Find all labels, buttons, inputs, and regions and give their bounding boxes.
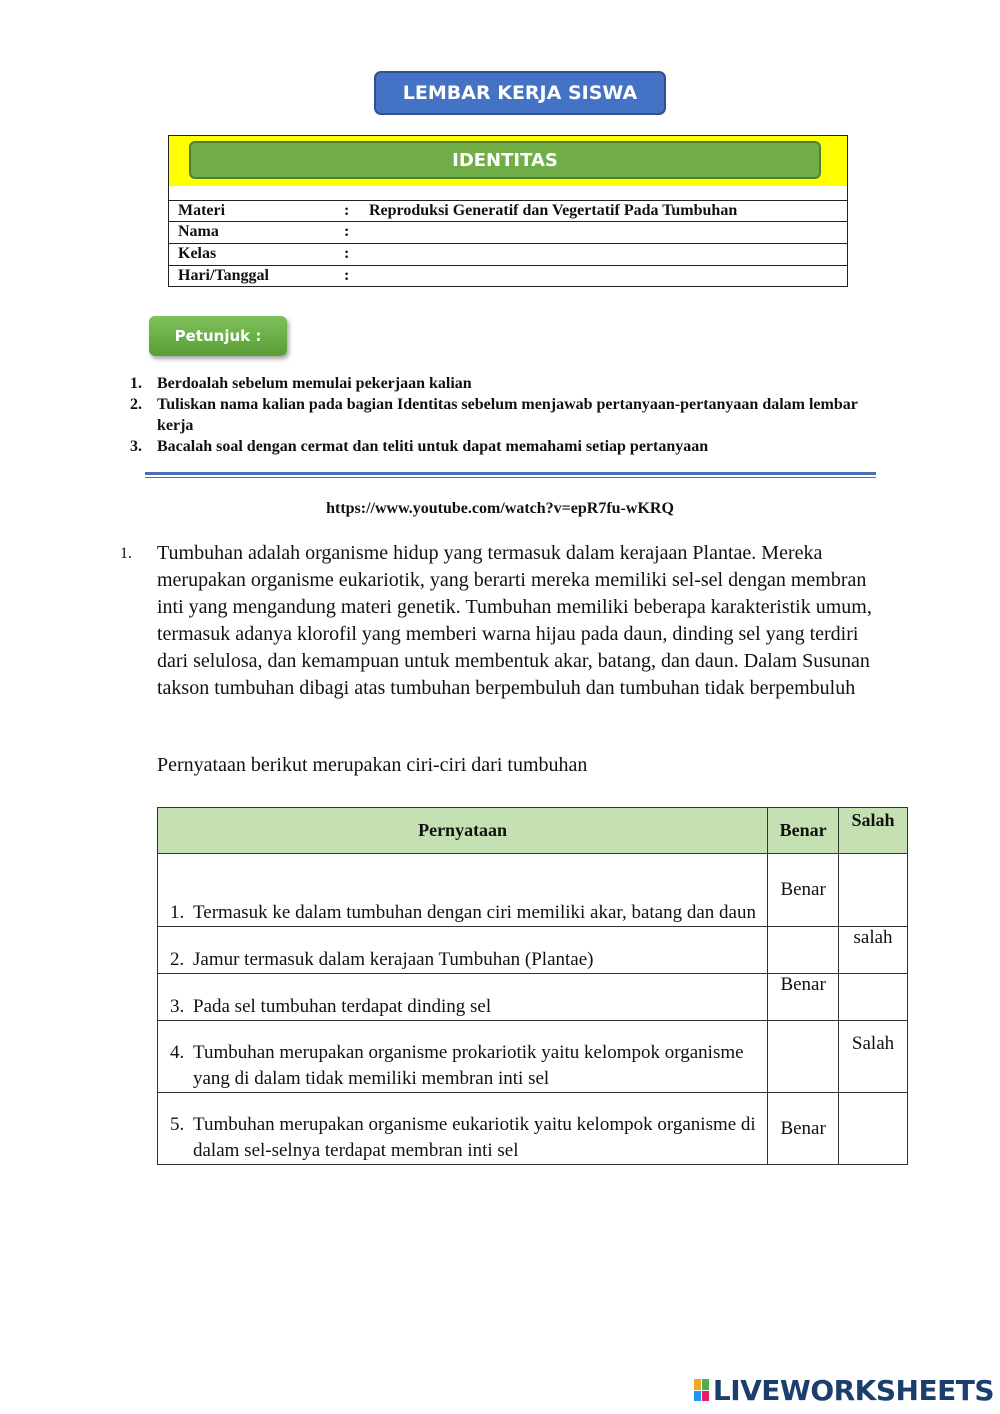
instruction-item: 1. Berdoalah sebelum memulai pekerjaan kalian bbox=[130, 375, 472, 392]
identity-label: Kelas bbox=[178, 245, 217, 262]
false-cell[interactable]: salah bbox=[839, 927, 908, 974]
statement-text: Pada sel tumbuhan terdapat dinding sel bbox=[193, 996, 492, 1017]
identity-colon: : bbox=[344, 245, 350, 262]
video-link[interactable]: https://www.youtube.com/watch?v=epR7fu-wKRQ bbox=[326, 500, 674, 517]
worksheet-title: LEMBAR KERJA SISWA bbox=[374, 71, 666, 115]
column-header-statement: Pernyataan bbox=[158, 808, 768, 854]
identity-row-materi bbox=[169, 200, 847, 222]
table-row: 2. Jamur termasuk dalam kerajaan Tumbuhan (Plantae) salah bbox=[158, 927, 908, 974]
identity-row-nama bbox=[169, 221, 847, 243]
statement-text: Tumbuhan merupakan organisme prokariotik yaitu kelompok organisme yang di dalam tidak memiliki membran inti sel bbox=[193, 1042, 744, 1089]
statement-text: Tumbuhan merupakan organisme eukariotik yaitu kelompok organisme di dalam sel-selnya terdapat membran inti sel bbox=[193, 1114, 756, 1161]
question-text: Tumbuhan adalah organisme hidup yang termasuk dalam kerajaan Plantae. Mereka merupakan organisme eukariotik, yang berarti mereka memiliki sel-sel dengan membran inti yang mengandung materi genetik. Tumbuhan memiliki beberapa karakteristik umum, termasuk adanya klorofil yang memberi warna hijau pada daun, dinding sel yang terdiri dari selulosa, dan kemampuan untuk membentuk akar, batang, dan daun. Dalam Susunan takson tumbuhan dibagi atas tumbuhan berpembuluh dan tumbuhan tidak berpembuluh bbox=[157, 542, 872, 699]
brand-logo bbox=[694, 1374, 994, 1406]
table-row: 1. Termasuk ke dalam tumbuhan dengan ciri memiliki akar, batang dan daun Benar bbox=[158, 854, 908, 927]
identity-colon: : bbox=[344, 267, 350, 284]
table-row: 3. Pada sel tumbuhan terdapat dinding sel Benar bbox=[158, 974, 908, 1021]
true-cell[interactable]: Benar bbox=[768, 854, 839, 927]
identity-table bbox=[168, 135, 848, 287]
identity-colon: : bbox=[344, 223, 350, 240]
identity-colon: : bbox=[344, 202, 350, 219]
statement-text: Termasuk ke dalam tumbuhan dengan ciri memiliki akar, batang dan daun bbox=[193, 902, 756, 923]
instruction-item: 2. Tuliskan nama kalian pada bagian Identitas sebelum menjawab pertanyaan-pertanyaan dalam lembar kerja bbox=[130, 396, 858, 434]
true-cell[interactable]: Benar bbox=[768, 974, 839, 1021]
divider bbox=[145, 477, 876, 478]
statement-table bbox=[157, 807, 908, 1165]
identity-label: Hari/Tanggal bbox=[178, 267, 269, 284]
question-number: 1. bbox=[120, 545, 132, 562]
true-cell[interactable]: Benar bbox=[768, 1093, 839, 1165]
column-header-true: Benar bbox=[768, 808, 839, 854]
identity-row-kelas bbox=[169, 243, 847, 265]
brand-name: LIVEWORKSHEETS bbox=[712, 1373, 994, 1407]
false-cell[interactable] bbox=[839, 854, 908, 927]
identity-row-date bbox=[169, 265, 847, 287]
divider bbox=[145, 472, 876, 475]
instructions-list bbox=[130, 373, 870, 457]
column-header-false: Salah bbox=[839, 808, 908, 854]
instruction-item: 3. Bacalah soal dengan cermat dan teliti untuk dapat memahami setiap pertanyaan bbox=[130, 438, 709, 455]
true-cell[interactable] bbox=[768, 1021, 839, 1093]
identity-value: Reproduksi Generatif dan Vegertatif Pada Tumbuhan bbox=[369, 202, 738, 219]
false-cell[interactable] bbox=[839, 974, 908, 1021]
identity-label: Materi bbox=[178, 202, 226, 219]
identity-heading: IDENTITAS bbox=[189, 141, 821, 179]
brand-icon bbox=[694, 1379, 709, 1401]
false-cell[interactable]: Salah bbox=[839, 1021, 908, 1093]
question-prompt: Pernyataan berikut merupakan ciri-ciri dari tumbuhan bbox=[157, 754, 588, 776]
true-cell[interactable] bbox=[768, 927, 839, 974]
false-cell[interactable] bbox=[839, 1093, 908, 1165]
table-row: 5. Tumbuhan merupakan organisme eukariotik yaitu kelompok organisme di dalam sel-selnya terdapat membran inti sel Benar bbox=[158, 1093, 908, 1165]
instructions-badge: Petunjuk : bbox=[149, 316, 287, 356]
statement-text: Jamur termasuk dalam kerajaan Tumbuhan (Plantae) bbox=[193, 949, 594, 970]
table-row: 4. Tumbuhan merupakan organisme prokariotik yaitu kelompok organisme yang di dalam tidak memiliki membran inti sel Salah bbox=[158, 1021, 908, 1093]
identity-label: Nama bbox=[178, 223, 219, 240]
